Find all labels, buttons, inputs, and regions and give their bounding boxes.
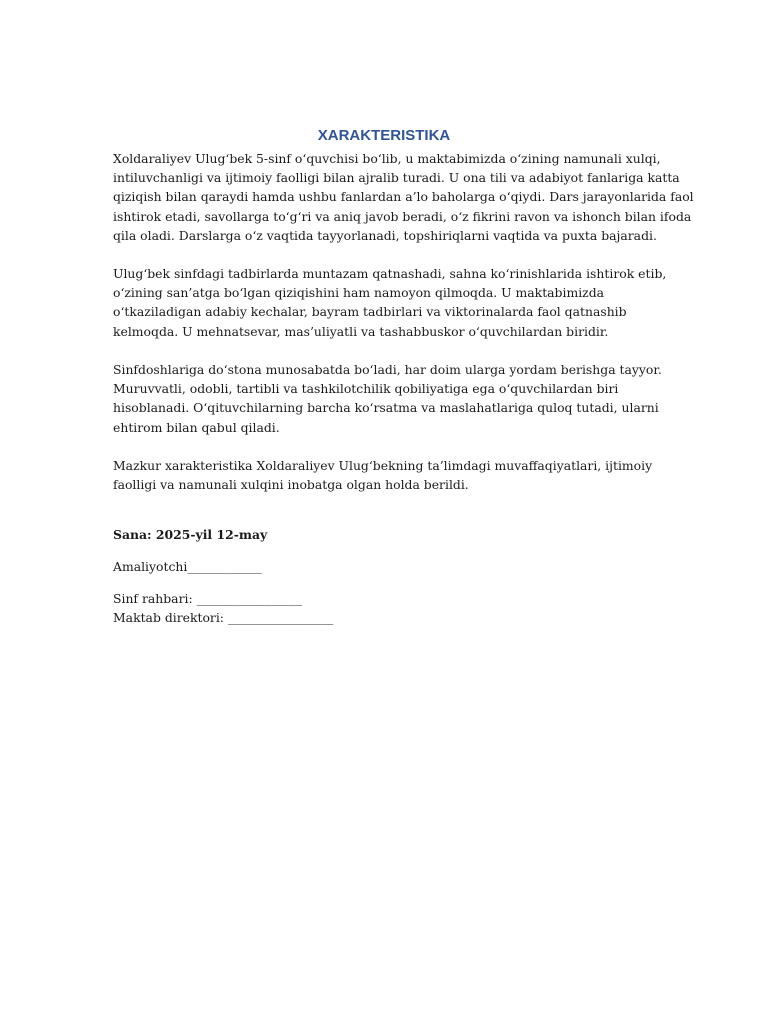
paragraph-line: ishtirok etadi, savollarga toʻgʻri va aniq javob beradi, oʻz fikrini ravon va ishonch bilan ifoda [113,208,692,224]
paragraph-line: Ulugʻbek sinfdagi tadbirlarda muntazam qatnashadi, sahna koʻrinishlarida ishtirok etib, [113,266,667,281]
paragraph-line: intiluvchanligi va ijtimoiy faolligi bilan ajralib turadi. U ona tili va adabiyot fanlariga katta [113,170,680,186]
class-teacher-signature-line: Sinf rahbari: _________________ [113,591,302,606]
school-director-signature-line: Maktab direktori: _________________ [113,610,334,625]
document-title: XARAKTERISTIKA [317,127,451,144]
paragraph-intro [113,149,694,245]
paragraph-line: qila oladi. Darslarga oʻz vaqtida tayyorlanadi, topshiriqlarni vaqtida va puxta bajaradi. [113,227,657,243]
paragraph-activities [113,264,667,341]
paragraph-line: hisoblanadi. Oʻqituvchilarning barcha koʻrsatma va maslahatlariga quloq tutadi, ularni [113,400,659,416]
paragraph-line: qiziqish bilan qaraydi hamda ushbu fanlardan a’lo baholarga oʻqiydi. Dars jarayonlarida faol [113,189,694,205]
paragraph-line: kelmoqda. U mehnatsevar, mas’uliyatli va tashabbuskor oʻquvchilardan biridir. [113,323,609,339]
paragraph-character [113,360,661,437]
paragraph-line: faolligi va namunali xulqini inobatga olgan holda berildi. [113,477,469,493]
practitioner-signature-line: Amaliyotchi____________ [113,559,262,574]
paragraph-line: Muruvvatli, odobli, tartibli va tashkilotchilik qobiliyatiga ega oʻquvchilardan biri [113,381,619,397]
paragraph-conclusion [113,456,661,494]
paragraph-line: Xoldaraliyev Ulugʻbek 5-sinf oʻquvchisi boʻlib, u maktabimizda oʻzining namunali xulqi, [113,151,661,166]
paragraph-line: ehtirom bilan qabul qiladi. [113,419,280,435]
paragraph-line: Mazkur xarakteristika Xoldaraliyev Ulugʻbekning ta’limdagi muvaffaqiyatlari, ijtimoiy [113,458,653,473]
paragraph-line: oʻtkaziladigan adabiy kechalar, bayram tadbirlari va viktorinalarda faol qatnashib [113,304,627,320]
document-date: Sana: 2025-yil 12-may [113,527,268,542]
paragraph-line: Sinfdoshlariga doʻstona munosabatda boʻladi, har doim ularga yordam berishga tayyor. [113,362,662,377]
paragraph-line: oʻzining san’atga boʻlgan qiziqishini ham namoyon qilmoqda. U maktabimizda [113,285,605,301]
